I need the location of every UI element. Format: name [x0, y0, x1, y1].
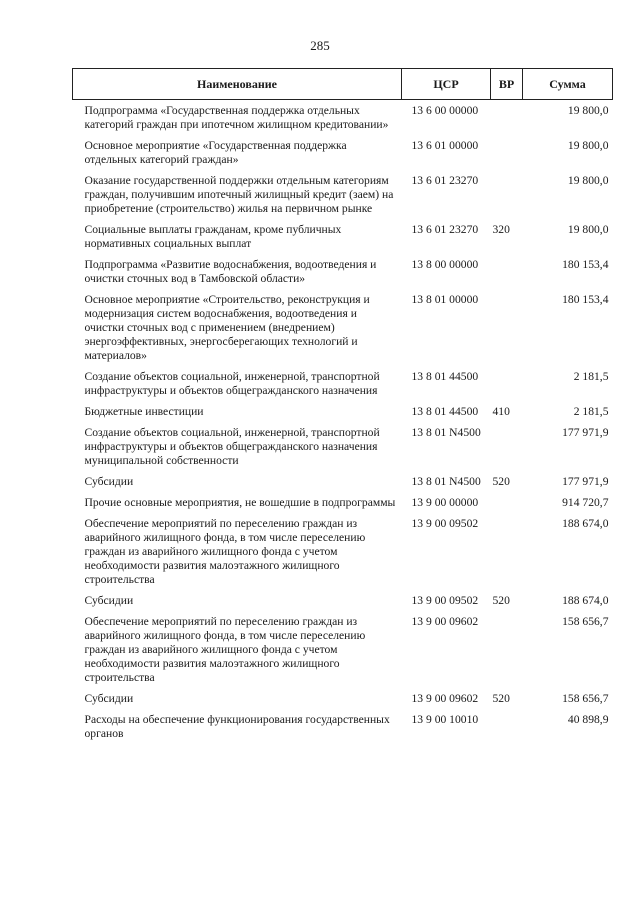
header-row — [73, 69, 613, 100]
row-csr-cell: 13 8 01 N4500 — [411, 475, 481, 488]
row-csr-cell: 13 6 00 00000 — [411, 104, 479, 117]
row-name-cell: Субсидии — [84, 594, 134, 607]
header-name: Наименование — [73, 69, 402, 100]
row-vr-cell — [491, 611, 523, 688]
table-row — [73, 219, 613, 254]
row-vr-cell — [491, 513, 523, 590]
row-csr-cell: 13 6 01 23270 — [411, 223, 479, 236]
row-vr-cell — [491, 135, 523, 170]
table-row — [73, 590, 613, 611]
row-sum-cell: 19 800,0 — [567, 104, 609, 117]
row-sum-cell: 180 153,4 — [562, 258, 609, 271]
row-sum-cell: 177 971,9 — [562, 475, 609, 488]
row-name-cell: Создание объектов социальной, инженерной, транспортной инфраструктуры и объектов общегражданского назначения муниципальной собственности — [84, 426, 380, 467]
table-row — [73, 401, 613, 422]
table-row — [73, 688, 613, 709]
row-csr-cell: 13 8 01 00000 — [411, 293, 479, 306]
row-name-cell: Обеспечение мероприятий по переселению граждан из аварийного жилищного фонда, в том числе переселению граждан из аварийного жилищного фонда с учетом необходимости развития малоэтажного жилищного строительства — [84, 517, 366, 586]
row-name-cell: Подпрограмма «Развитие водоснабжения, водоотведения и очистки сточных вод в Тамбовской области» — [84, 258, 377, 285]
table-row — [73, 135, 613, 170]
row-vr-cell: 520 — [492, 594, 510, 607]
row-sum-cell: 2 181,5 — [573, 405, 609, 418]
table-row — [73, 611, 613, 688]
row-sum-cell: 40 898,9 — [567, 713, 609, 726]
table-row — [73, 100, 613, 136]
row-vr-cell — [491, 254, 523, 289]
row-vr-cell — [491, 366, 523, 401]
row-name-cell: Основное мероприятие «Государственная поддержка отдельных категорий граждан» — [84, 139, 347, 166]
table-row — [73, 366, 613, 401]
row-sum-cell: 177 971,9 — [562, 426, 609, 439]
row-vr-cell: 320 — [492, 223, 510, 236]
row-name-cell: Подпрограмма «Государственная поддержка отдельных категорий граждан при ипотечном жилищном кредитовании» — [84, 104, 389, 131]
row-vr-cell — [491, 100, 523, 136]
row-csr-cell: 13 9 00 09602 — [411, 615, 479, 628]
table-body — [73, 100, 613, 745]
row-name-cell: Создание объектов социальной, инженерной, транспортной инфраструктуры и объектов общегражданского назначения — [84, 370, 380, 397]
row-sum-cell: 19 800,0 — [567, 139, 609, 152]
row-vr-cell: 520 — [492, 692, 510, 705]
row-sum-cell: 158 656,7 — [562, 615, 609, 628]
table-row — [73, 492, 613, 513]
header-vr: ВР — [491, 69, 523, 100]
header-sum: Сумма — [523, 69, 613, 100]
row-vr-cell: 410 — [492, 405, 510, 418]
row-name-cell: Обеспечение мероприятий по переселению граждан из аварийного жилищного фонда, в том числе переселению граждан из аварийного жилищного фонда с учетом необходимости развития малоэтажного жилищного строительства — [84, 615, 366, 684]
row-vr-cell — [491, 422, 523, 471]
row-vr-cell — [491, 170, 523, 219]
budget-table — [72, 68, 613, 744]
table-row — [73, 709, 613, 744]
row-csr-cell: 13 8 01 44500 — [411, 405, 479, 418]
row-vr-cell: 520 — [492, 475, 510, 488]
row-vr-cell — [491, 289, 523, 366]
row-name-cell: Субсидии — [84, 692, 134, 705]
row-sum-cell: 19 800,0 — [567, 223, 609, 236]
page-number: 285 — [310, 38, 330, 53]
row-csr-cell: 13 6 01 00000 — [411, 139, 479, 152]
row-sum-cell: 158 656,7 — [562, 692, 609, 705]
table-row — [73, 471, 613, 492]
row-csr-cell: 13 8 01 44500 — [411, 370, 479, 383]
row-name-cell: Социальные выплаты гражданам, кроме публичных нормативных социальных выплат — [84, 223, 342, 250]
row-sum-cell: 2 181,5 — [573, 370, 609, 383]
row-sum-cell: 180 153,4 — [562, 293, 609, 306]
row-name-cell: Оказание государственной поддержки отдельным категориям граждан, получившим ипотечный жилищный кредит (заем) на приобретение (строительство) жилья на первичном рынке — [84, 174, 394, 215]
row-sum-cell: 188 674,0 — [562, 517, 609, 530]
row-csr-cell: 13 9 00 10010 — [411, 713, 479, 726]
row-csr-cell: 13 9 00 09602 — [411, 692, 479, 705]
row-vr-cell — [491, 492, 523, 513]
row-sum-cell: 914 720,7 — [562, 496, 609, 509]
table-row — [73, 254, 613, 289]
table-header — [73, 69, 613, 100]
row-csr-cell: 13 8 00 00000 — [411, 258, 479, 271]
row-csr-cell: 13 9 00 09502 — [411, 594, 479, 607]
row-sum-cell: 188 674,0 — [562, 594, 609, 607]
table-row — [73, 513, 613, 590]
row-csr-cell: 13 6 01 23270 — [411, 174, 479, 187]
row-csr-cell: 13 8 01 N4500 — [411, 426, 481, 439]
row-name-cell: Прочие основные мероприятия, не вошедшие в подпрограммы — [84, 496, 396, 509]
row-name-cell: Субсидии — [84, 475, 134, 488]
row-name-cell: Основное мероприятие «Строительство, реконструкция и модернизация систем водоснабжения, водоотведения и очистки сточных вод с применением (внедрением) энергоэффективных, энергосберегающих технологий и материалов» — [84, 293, 370, 362]
row-sum-cell: 19 800,0 — [567, 174, 609, 187]
row-csr-cell: 13 9 00 00000 — [411, 496, 479, 509]
row-name-cell: Бюджетные инвестиции — [84, 405, 204, 418]
row-vr-cell — [491, 709, 523, 744]
row-csr-cell: 13 9 00 09502 — [411, 517, 479, 530]
table-row — [73, 170, 613, 219]
row-name-cell: Расходы на обеспечение функционирования государственных органов — [84, 713, 390, 740]
table-row — [73, 289, 613, 366]
header-csr: ЦСР — [402, 69, 491, 100]
table-row — [73, 422, 613, 471]
